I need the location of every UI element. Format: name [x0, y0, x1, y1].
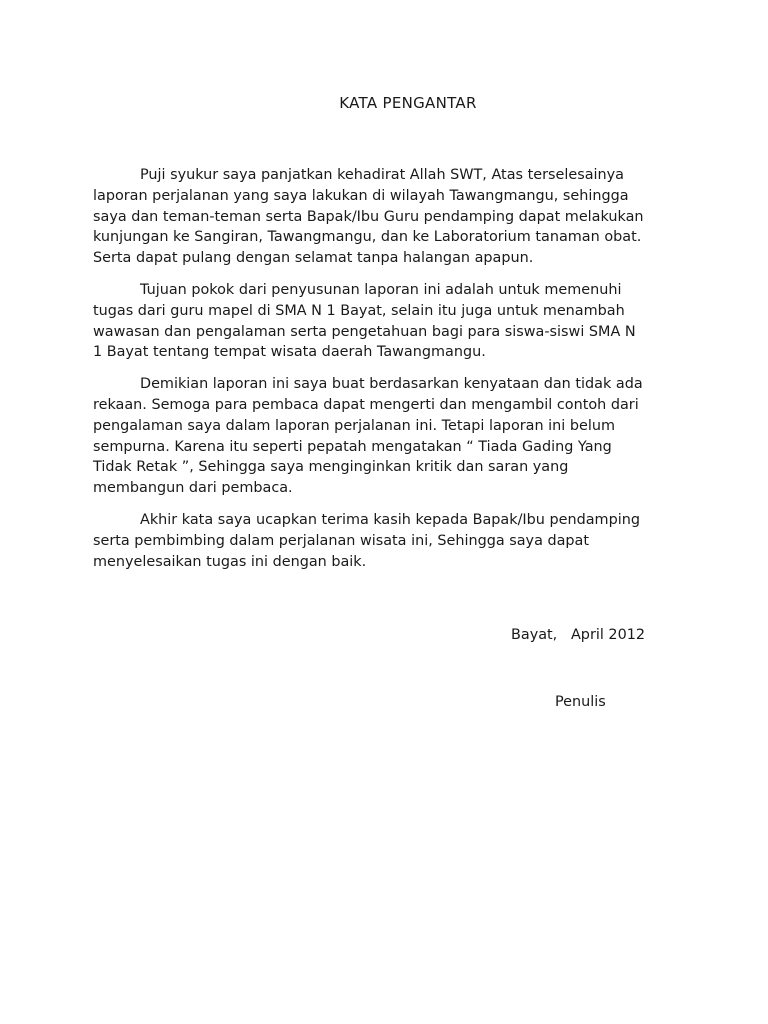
paragraph-3 — [93, 374, 677, 499]
paragraph-line: rekaan. Semoga para pembaca dapat mengerti dan mengambil contoh dari — [93, 396, 639, 413]
paragraph-line: saya dan teman-teman serta Bapak/Ibu Guru pendamping dapat melakukan — [93, 208, 644, 225]
paragraph-line: sempurna. Karena itu seperti pepatah mengatakan “ Tiada Gading Yang — [93, 438, 612, 455]
paragraph-line: Tujuan pokok dari penyusunan laporan ini adalah untuk memenuhi — [140, 281, 622, 298]
paragraph-line: wawasan dan pengalaman serta pengetahuan bagi para siswa-siswi SMA N — [93, 323, 636, 340]
paragraph-line: Demikian laporan ini saya buat berdasarkan kenyataan dan tidak ada — [140, 376, 643, 393]
paragraph-line: menyelesaikan tugas ini dengan baik. — [93, 553, 367, 570]
paragraph-2 — [93, 280, 677, 363]
paragraph-line: laporan perjalanan yang saya lakukan di wilayah Tawangmangu, sehingga — [93, 187, 629, 204]
document-body — [93, 165, 677, 583]
paragraph-line: Serta dapat pulang dengan selamat tanpa halangan apapun. — [93, 250, 534, 267]
closing-author: Penulis — [555, 694, 606, 710]
paragraph-line: pengalaman saya dalam laporan perjalanan ini. Tetapi laporan ini belum — [93, 417, 615, 434]
paragraph-line: membangun dari pembaca. — [93, 480, 293, 497]
paragraph-line: kunjungan ke Sangiran, Tawangmangu, dan ke Laboratorium tanaman obat. — [93, 229, 642, 246]
paragraph-line: serta pembimbing dalam perjalanan wisata ini, Sehingga saya dapat — [93, 532, 590, 549]
paragraph-4 — [93, 510, 677, 572]
paragraph-1 — [93, 165, 677, 269]
paragraph-line: Akhir kata saya ucapkan terima kasih kepada Bapak/Ibu pendamping — [140, 511, 640, 528]
page-title: KATA PENGANTAR — [339, 94, 477, 112]
paragraph-line: Puji syukur saya panjatkan kehadirat Allah SWT, Atas terselesainya — [140, 167, 624, 183]
paragraph-line: tugas dari guru mapel di SMA N 1 Bayat, selain itu juga untuk menambah — [93, 302, 625, 319]
paragraph-line: Tidak Retak ”, Sehingga saya menginginkan kritik dan saran yang — [93, 459, 569, 476]
paragraph-line: 1 Bayat tentang tempat wisata daerah Tawangmangu. — [93, 344, 486, 361]
closing-place-date: Bayat, April 2012 — [511, 627, 646, 643]
